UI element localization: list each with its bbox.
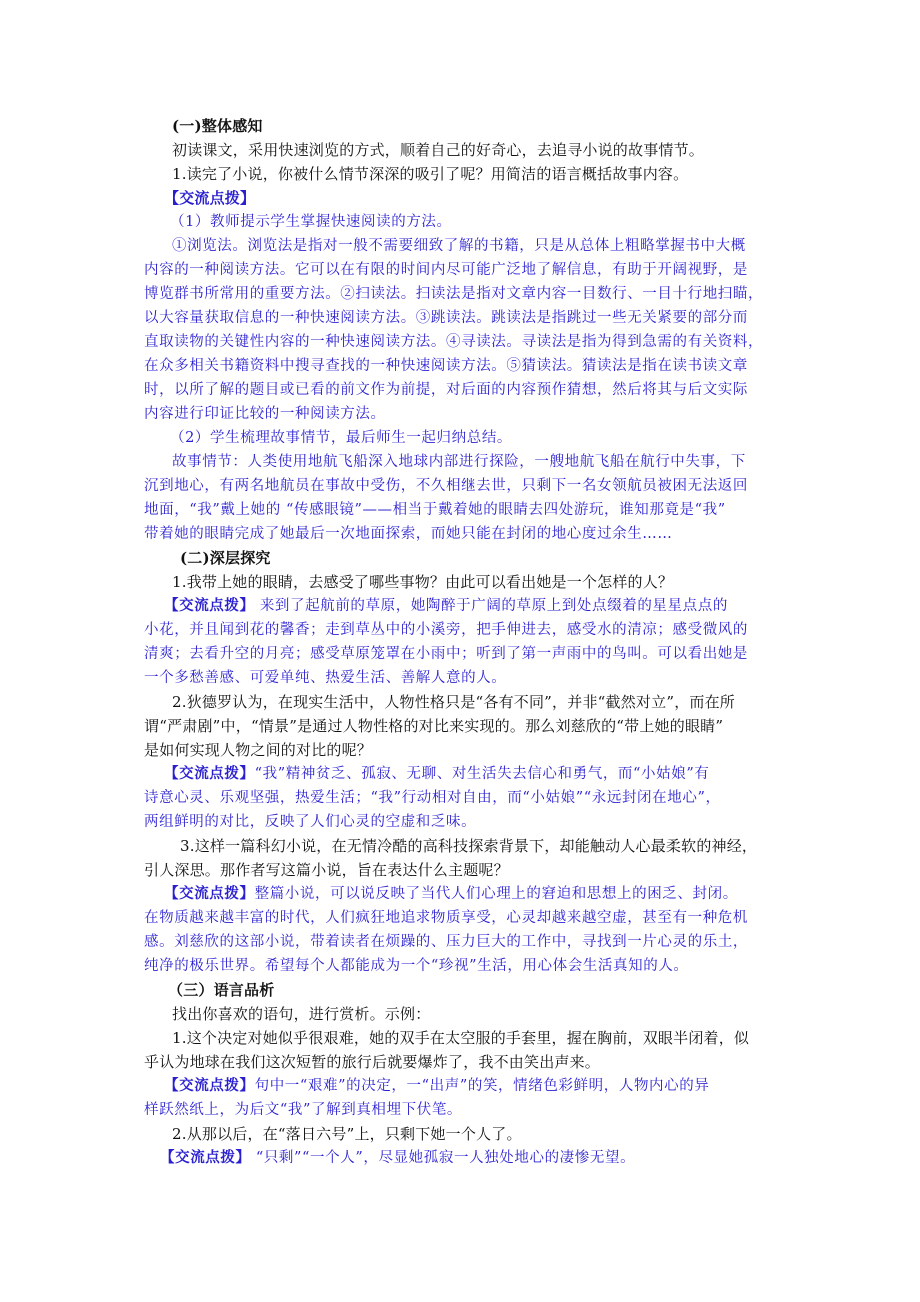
section-title-deep: (二)深层探究 (180, 549, 271, 567)
method-line: ①浏览法。浏览法是指对一般不需要细致了解的书籍，只是从总体上粗略掌握书中大概 (172, 238, 746, 254)
answer-line: 纯净的极乐世界。希望每个人都能成为一个“珍视”生活，用心体会生活真知的人。 (144, 958, 689, 974)
method-line: 内容的一种阅读方法。它可以在有限的时间内尽可能广泛地了解信息，有助于开阔视野，是 (144, 262, 748, 278)
question-2: 2.狄德罗认为，在现实生活中，人物性格只是“各有不同”，并非“截然对立”，而在所 (172, 693, 735, 711)
tip-tag: 【交流点拨】 (164, 189, 256, 207)
answer-text: 来到了起航前的草原，她陶醉于广阔的草原上到处点缀着的星星点点的 (254, 598, 728, 614)
section-title-overall: (一)整体感知 (172, 117, 263, 135)
section-intro: 初读课文，采用快速浏览的方式，顺着自己的好奇心，去追寻小说的故事情节。 (172, 141, 705, 159)
question-3: 3.这样一篇科幻小说，在无情冷酷的高科技探索背景下，却能触动人心最柔软的神经， (180, 837, 758, 855)
section-intro: 找出你喜欢的语句，进行赏析。示例： (172, 1005, 431, 1023)
answer-text: “只剩”“一个人”，尽显她孤寂一人独处地心的凄惨无望。 (250, 1150, 636, 1166)
question-1: 1.我带上她的眼睛，去感受了哪些事物？由此可以看出她是一个怎样的人？ (172, 573, 674, 591)
answer-text: 句中一“艰难”的决定，一“出声”的笑，情绪色彩鲜明，人物内心的异 (254, 1078, 710, 1094)
answer-line: 样跃然纸上，为后文“我”了解到真相埋下伏笔。 (144, 1102, 463, 1118)
answer-text: 整篇小说，可以说反映了当代人们心理上的窘迫和思想上的困乏、封闭。 (254, 886, 738, 902)
answer-line (144, 1146, 784, 1170)
section-title-language: （三）语言品析 (168, 981, 275, 999)
tip-tag: 【交流点拨】 (164, 1077, 255, 1094)
tip-tag: 【交流点拨】 (160, 1149, 251, 1166)
method-line: 以大容量获取信息的一种快速阅读方法。③跳读法。跳读法是指跳过一些无关紧要的部分而 (144, 310, 748, 326)
answer-line: 感。刘慈欣的这部小说，带着读者在烦躁的、压力巨大的工作中，寻找到一片心灵的乐土， (144, 934, 748, 950)
answer-line (144, 882, 784, 906)
story-line: 故事情节：人类使用地航飞船深入地球内部进行探险，一艘地航飞船在航行中失事，下 (172, 454, 746, 470)
answer-line: 小花，并且闻到花的馨香；走到草丛中的小溪旁，把手伸进去，感受水的清凉；感受微风的 (144, 622, 748, 638)
question-1: 1.读完了小说，你被什么情节深深的吸引了呢？用简洁的语言概括故事内容。 (172, 165, 689, 183)
answer-line: 两组鲜明的对比，反映了人们心灵的空虚和乏味。 (144, 814, 477, 830)
story-line: 沉到地心，有两名地航员在事故中受伤，不久相继去世，只剩下一名女领航员被困无法返回 (144, 478, 748, 494)
plot-intro: （2）学生梳理故事情节，最后师生一起归纳总结。 (170, 430, 513, 446)
tip-tag: 【交流点拨】 (164, 765, 255, 782)
answer-line (144, 1074, 784, 1098)
method-line: 博览群书所常用的重要方法。②扫读法。扫读法是指对文章内容一目数行、一目十行地扫瞄， (144, 286, 764, 302)
example-2: 2.从那以后，在“落日六号”上，只剩下她一个人了。 (172, 1125, 522, 1143)
tip-tag: 【交流点拨】 (164, 597, 255, 614)
tip-tag: 【交流点拨】 (164, 885, 255, 902)
answer-line: 清爽；去看升空的月亮；感受草原笼罩在小雨中；听到了第一声雨中的鸟叫。可以看出她是 (144, 646, 748, 662)
example-1: 1.这个决定对她似乎很艰难，她的双手在太空服的手套里，握在胸前，双眼半闭着，似 (172, 1029, 750, 1047)
story-line: 地面，“我”戴上她的 “传感眼镜”——相当于戴着她的眼睛去四处游玩，谁知那竟是“我” (144, 502, 726, 518)
method-line: 内容进行印证比较的一种阅读方法。 (144, 406, 386, 422)
method-line: 时，以所了解的题目或已看的前文作为前提，对后面的内容预作猜想，然后将其与后文实际 (144, 382, 748, 398)
story-line: 带着她的眼睛完成了她最后一次地面探索，而她只能在封闭的地心度过余生…… (144, 526, 673, 542)
answer-line (144, 762, 784, 786)
question-2: 谓“严肃剧”中，“情景”是通过人物性格的对比来实现的。那么刘慈欣的“带上她的眼睛” (144, 717, 724, 735)
example-1: 乎认为地球在我们这次短暂的旅行后就要爆炸了，我不由笑出声来。 (144, 1053, 601, 1071)
method-line: 直取读物的关键性内容的一种快速阅读方法。④寻读法。寻读法是指为得到急需的有关资料， (144, 334, 764, 350)
method-line: 在众多相关书籍资料中搜寻查找的一种快速阅读方法。⑤猜读法。猜读法是指在读书读文章 (144, 358, 748, 374)
answer-line: 诗意心灵、乐观坚强，热爱生活；“我”行动相对自由，而“小姑娘”“永远封闭在地心”， (144, 790, 721, 806)
answer-line (144, 594, 784, 618)
question-3: 引人深思。那作者写这篇小说，旨在表达什么主题呢？ (144, 861, 509, 879)
answer-line: 一个多愁善感、可爱单纯、热爱生活、善解人意的人。 (144, 670, 507, 686)
answer-line: 在物质越来越丰富的时代，人们疯狂地追求物质享受，心灵却越来越空虚，甚至有一种危机 (144, 910, 748, 926)
method-intro: （1）教师提示学生掌握快速阅读的方法。 (170, 214, 452, 230)
question-2: 是如何实现人物之间的对比的呢？ (144, 741, 373, 759)
answer-text: “我”精神贫乏、孤寂、无聊、对生活失去信心和勇气，而“小姑娘”有 (254, 766, 710, 782)
